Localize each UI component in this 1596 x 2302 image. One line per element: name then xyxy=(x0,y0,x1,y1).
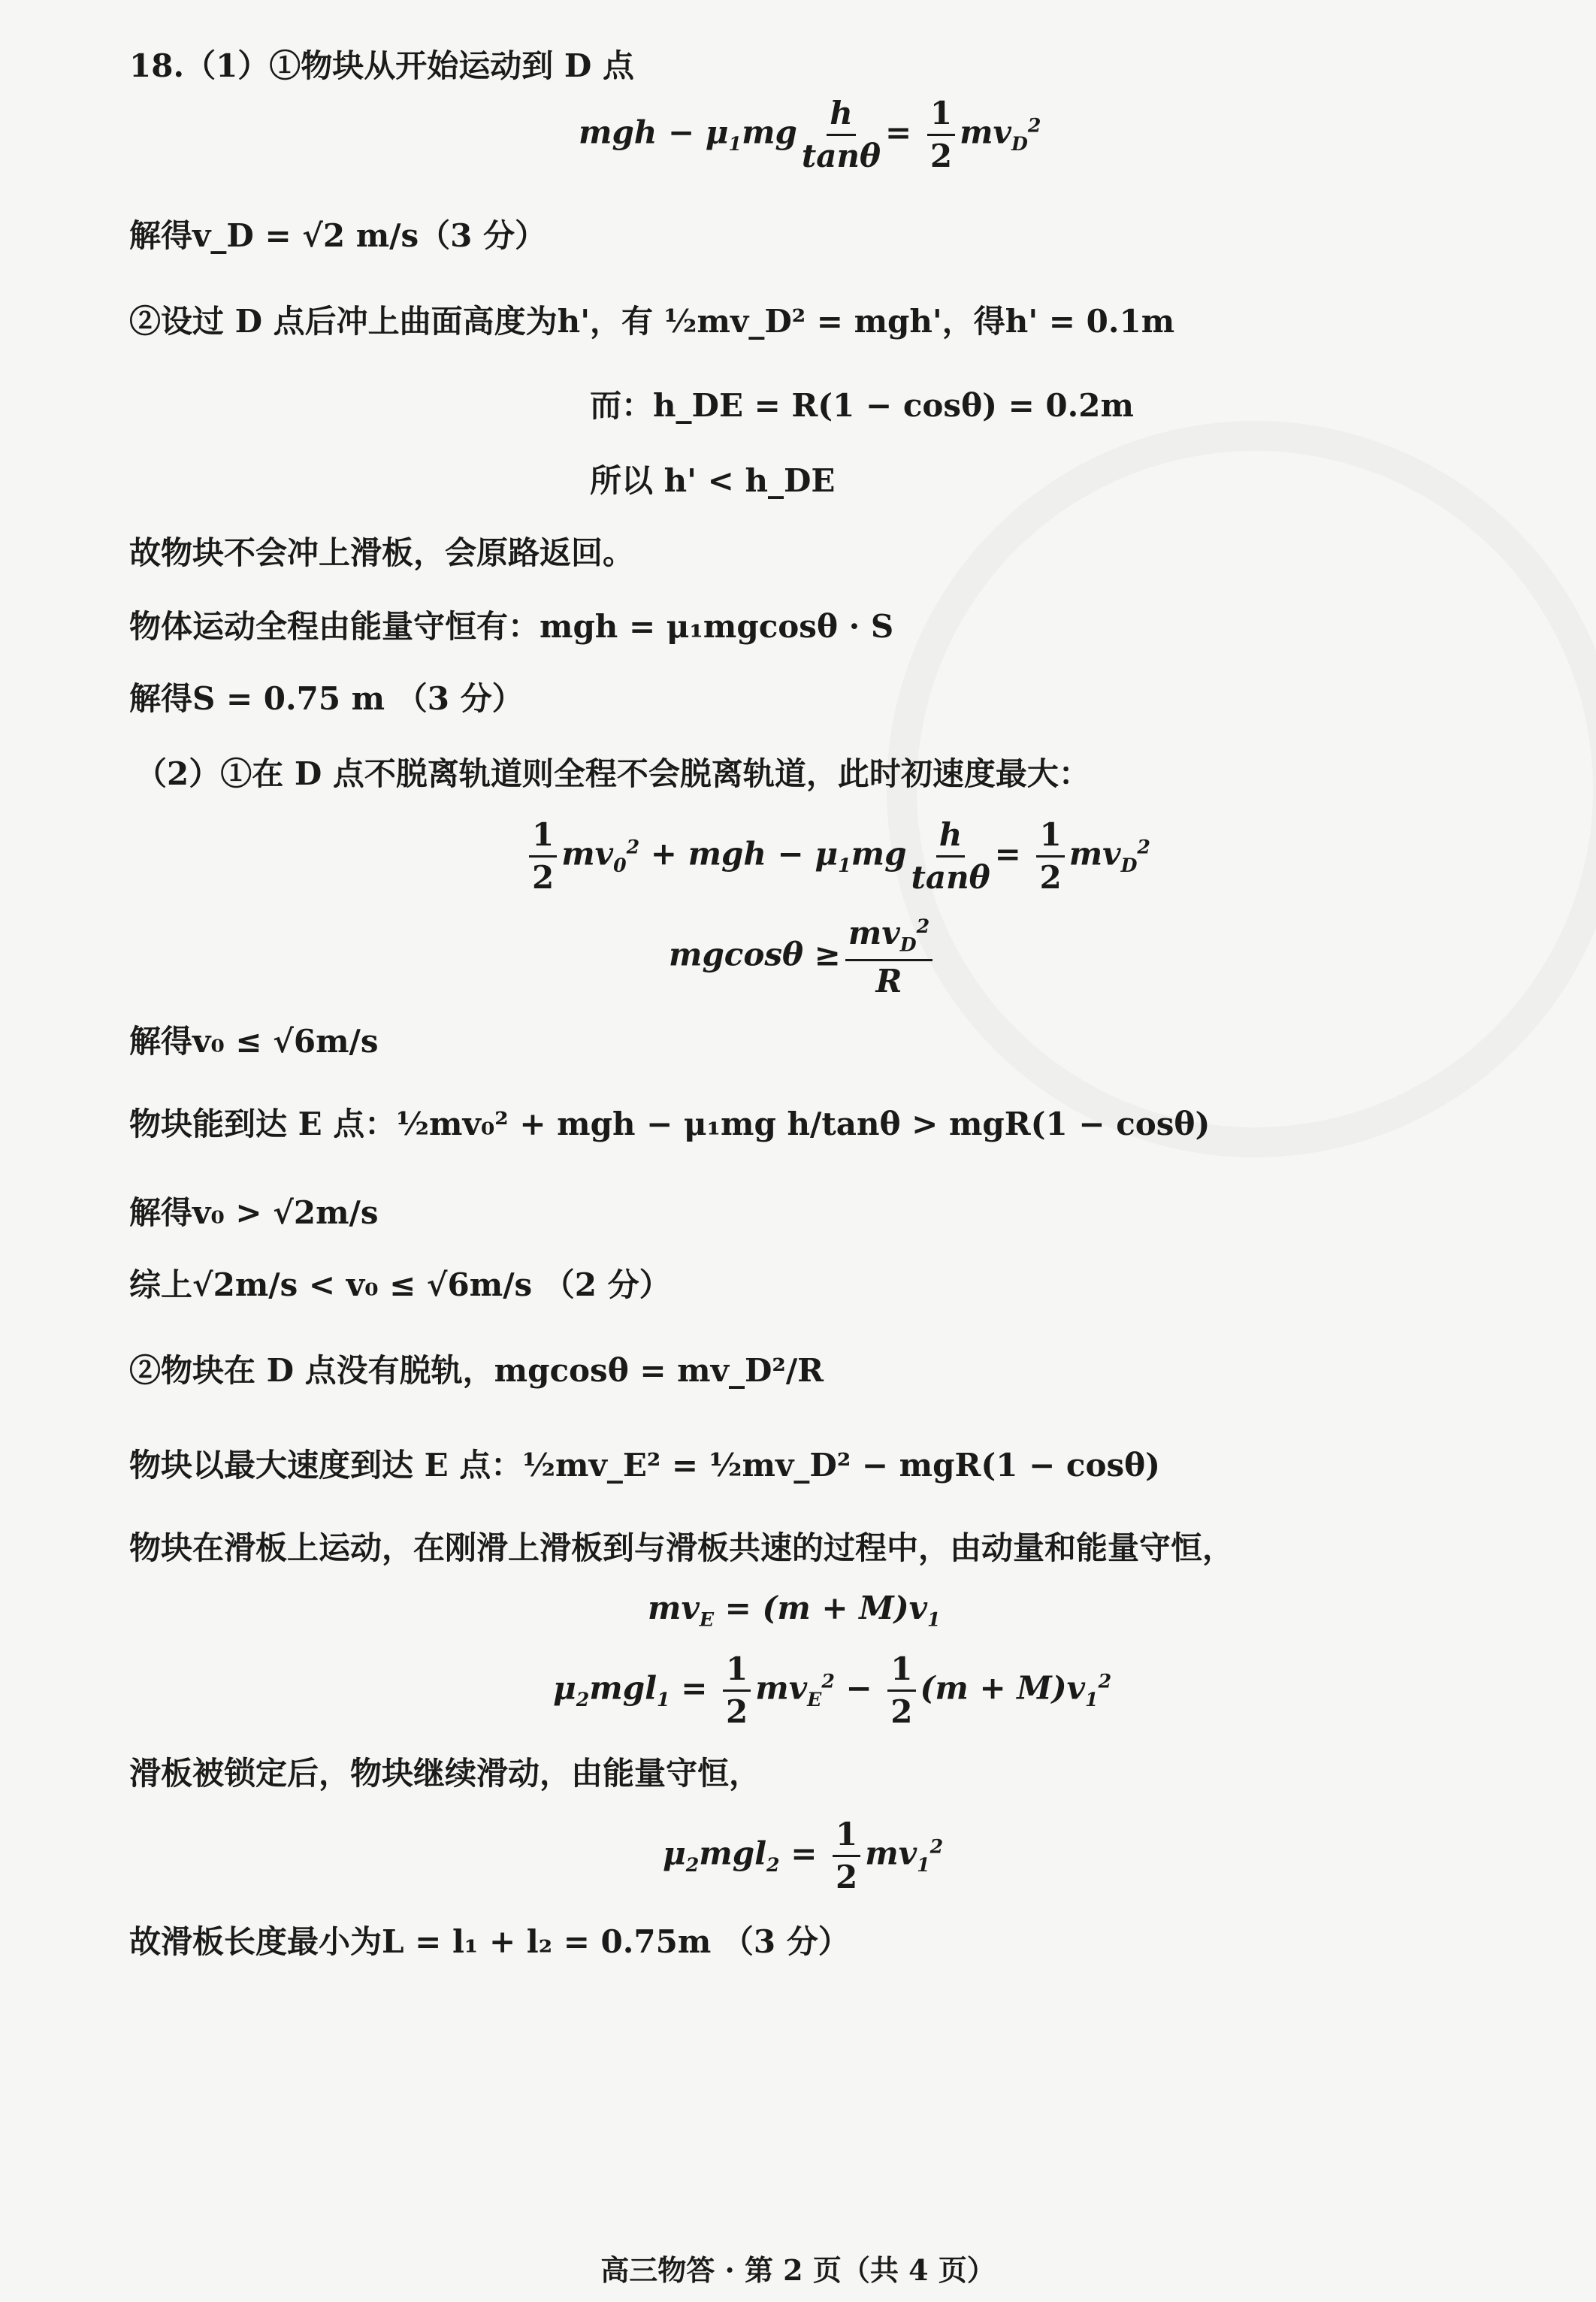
reach-e: 物块能到达 E 点：½mv₀² + mgh − μ₁mg h/tanθ > mgR(1 − cosθ) xyxy=(129,1106,1211,1142)
v0-max: 解得v₀ ≤ √6m/s xyxy=(129,1023,379,1060)
hde-equation: 而：h_DE = R(1 − cosθ) = 0.2m xyxy=(590,387,1134,424)
equation-3: mgcosθ ≥ $\frac{mv_D^2}{R}$ xyxy=(669,917,937,997)
energy-equation-2: $\mu_2mgl_2$ = $\frac{1}{2}$ $mv_1^2$ xyxy=(663,1816,944,1895)
part2-step2: ②物块在 D 点没有脱轨，mgcosθ = mv_D²/R xyxy=(129,1352,824,1389)
max-speed-e: 物块以最大速度到达 E 点：½mv_E² = ½mv_D² − mgR(1 − cosθ) xyxy=(129,1447,1161,1484)
energy-equation-1: $\mu_2mgl_1$ = $\frac{1}{2}$ $mv_E^2$ − $\frac{1}{2}$ $(m + M)v_1^2$ xyxy=(553,1650,1112,1730)
conclusion-1: 故物块不会冲上滑板，会原路返回。 xyxy=(129,534,635,571)
v0-range: 综上√2m/s < v₀ ≤ √6m/s （2 分） xyxy=(129,1266,671,1303)
v0-min: 解得v₀ > √2m/s xyxy=(129,1194,379,1231)
equation-2: $\frac{1}{2}$ $mv_0^2$ + mgh − $\mu_1mg$ $\frac{h}{\tan\theta}$ = $\frac{1}{2}$ $mv_D^2$ xyxy=(524,819,1150,894)
part2-step1: （2）①在 D 点不脱离轨道则全程不会脱离轨道，此时初速度最大： xyxy=(135,755,1090,792)
momentum-equation: $mv_E = (m + M)v_1$ xyxy=(648,1590,941,1631)
s-result: 解得S = 0.75 m （3 分） xyxy=(129,680,524,717)
page-footer: 高三物答 · 第 2 页（共 4 页） xyxy=(600,2253,996,2287)
final-result: 故滑板长度最小为L = l₁ + l₂ = 0.75m （3 分） xyxy=(129,1923,850,1960)
energy-conservation: 物体运动全程由能量守恒有：mgh = μ₁mgcosθ · S xyxy=(129,608,894,645)
equation-1: mgh − $\mu_1mg$ $\frac{h}{\tan\theta}$ = $\frac{1}{2}$ $mv_D^2$ xyxy=(579,95,1041,174)
locked-text: 滑板被锁定后，物块继续滑动，由能量守恒， xyxy=(129,1755,761,1792)
hde-compare: 所以 h' < h_DE xyxy=(590,462,836,499)
step-2: ②设过 D 点后冲上曲面高度为h'，有 ½mv_D² = mgh'，得h' = 0.1m xyxy=(129,303,1175,340)
vd-result: 解得v_D = √2 m/s（3 分） xyxy=(129,217,546,254)
momentum-text: 物块在滑板上运动，在刚滑上滑板到与滑板共速的过程中，由动量和能量守恒， xyxy=(129,1529,1235,1566)
q18-part1-step1: 18.（1）①物块从开始运动到 D 点 xyxy=(129,47,634,84)
